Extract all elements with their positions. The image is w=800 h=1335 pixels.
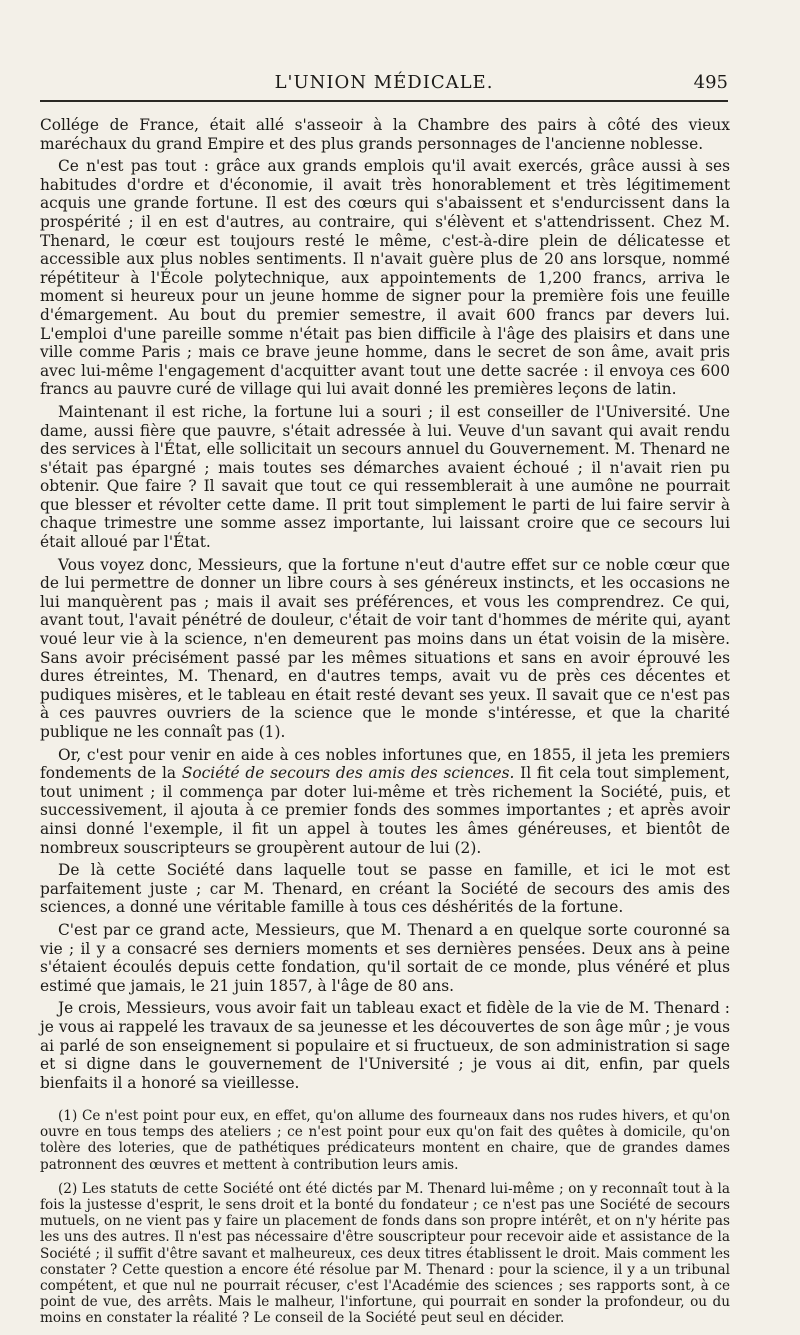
paragraph-4: Vous voyez donc, Messieurs, que la fortune n'eut d'autre effet sur ce noble cœur que de lui permettre de donner un libre cours à ses généreux instincts, et les occasions ne lui manquèrent pas ; mais il avait ses préférences, et vous les comprendrez. Ce qui, avant tout, l'avait pénétré de douleur, c'était de voir tant d'hommes de mérite qui, ayant voué leur vie à la science, n'en demeurent pas moins dans un état voisin de la misère. Sans avoir précisément passé par les mêmes situations et sans en avoir éprouvé les dures étreintes, M. Thenard, en d'autres temps, avait vu de près ces décentes et pudiques misères, et le tableau en était resté devant ses yeux. Il savait que ce n'est pas à ces pauvres ouvriers de la science que le monde s'intéresse, et que la charité publique ne les connaît pas (1).: [40, 555, 731, 741]
footnote-1: (1) Ce n'est point pour eux, en effet, qu'on allume des fourneaux dans nos rudes hivers, et qu'on ouvre en tous temps des ateliers ; ce n'est point pour eux qu'on fait des quêtes à domicile, qu'on tolère des loteries, que de pathétiques prédicateurs montent en chaire, que de grandes dames patronnent des œuvres et mettent à contribution leurs amis.: [40, 1108, 730, 1173]
paragraph-6: De là cette Société dans laquelle tout se passe en famille, et ici le mot est parfaitement juste ; car M. Thenard, en créant la Société de secours des amis des sciences, a donné une véritable famille à tous ces déshérités de la fortune.: [40, 861, 730, 917]
page-number: 495: [693, 72, 728, 93]
paragraph-5-start: Or, c'est pour venir en aide à ces nobles infortunes que, en 1855, il jeta les premiers fondements de la: [40, 745, 730, 783]
paragraph-2: Ce n'est pas tout : grâce aux grands emplois qu'il avait exercés, grâce aussi à ses habitudes d'ordre et d'économie, il avait très honorablement et très légitimement acquis une grande fortune. Il est des cœurs qui s'abaissent et s'endurcissent dans la prospérité ; il en est d'autres, au contraire, qui s'élèvent et s'attendrissent. Chez M. Thenard, le cœur est toujours resté le même, c'est-à-dire plein de délicatesse et accessible aux plus nobles sentiments. Il n'avait guère plus de 20 ans lorsque, nommé répétiteur à l'École polytechnique, aux appointements de 1,200 francs, arriva le moment si heureux pour un jeune homme de signer pour la première fois une feuille d'émargement. Au bout du premier semestre, il avait 600 francs par devers lui. L'emploi d'une pareille somme n'était pas bien difficile à l'âge des plaisirs et dans une ville comme Paris ; mais ce brave jeune homme, dans le secret de son âme, avait pris avec lui-même l'engagement d'acquitter avant tout une dette sacrée : il envoya ces 600 francs au pauvre curé de village qui lui avait donné les premières leçons de latin.: [40, 157, 730, 399]
paragraph-5: [40, 746, 730, 858]
paragraph-5-end: Il fit cela tout simplement, tout uniment ; il commença par doter lui-même et très richement la Société, puis, et successivement, il ajouta à ce premier fonds des sommes importantes ; et après avoir ainsi donné l'exemple, il fit un appel à toutes les âmes généreuses, et bientôt de nombreux souscripteurs se groupèrent autour de lui (2).: [40, 764, 730, 857]
paragraph-1: Collége de France, était allé s'asseoir à la Chambre des pairs à côté des vieux maréchaux du grand Empire et des plus grands personnages de l'ancienne noblesse.: [40, 116, 730, 153]
footnote-2: (2) Les statuts de cette Société ont été dictés par M. Thenard lui-même ; on y reconnaît tout à la fois la justesse d'esprit, le sens droit et la bonté du fondateur ; ce n'est pas une Société de secours mutuels, on ne vient pas y faire un placement de fonds dans son propre intérêt, et on n'y hérite pas les uns des autres. Il n'est pas nécessaire d'être souscripteur pour recevoir aide et assistance de la Société ; il suffit d'être savant et malheureux, ces deux titres établissent le droit. Mais comment les constater ? Cette question a encore été résolue par M. Thenard : pour la science, il y a un tribunal compétent, et que nul ne pourrait récuser, c'est l'Académie des sciences ; ses rapports sont, à ce point de vue, des arrêts. Mais le malheur, l'infortune, qui pourrait en sonder la profondeur, ou du moins en constater la réalité ? Le conseil de la Société peut seul en décider.: [40, 1180, 730, 1327]
body-text: [40, 116, 730, 1096]
page-header: [40, 72, 728, 100]
running-title: L'UNION MÉDICALE.: [274, 72, 494, 93]
paragraph-3: Maintenant il est riche, la fortune lui a souri ; il est conseiller de l'Université. Une dame, aussi fière que pauvre, s'était adressée à lui. Veuve d'un savant qui avait rendu des services à l'État, elle sollicitait un secours annuel du Gouvernement. M. Thenard ne s'était pas épargné ; mais toutes ses démarches avaient échoué ; il n'avait rien pu obtenir. Que faire ? Il savait que tout ce qui ressemblerait à une aumône ne pourrait que blesser et révolter cette dame. Il prit tout simplement le parti de lui faire servir à chaque trimestre une somme assez importante, lui laissant croire que ce secours lui était alloué par l'État.: [40, 402, 730, 552]
paragraph-7: C'est par ce grand acte, Messieurs, que M. Thenard a en quelque sorte couronné sa vie ; il y a consacré ses derniers moments et ses dernières pensées. Deux ans à peine s'étaient écoulés depuis cette fondation, qu'il sortait de ce monde, plus vénéré et plus estimé que jamais, le 21 juin 1857, à l'âge de 80 ans.: [40, 920, 730, 995]
society-name: Société de secours des amis des sciences.: [181, 764, 515, 783]
paragraph-8: Je crois, Messieurs, vous avoir fait un tableau exact et fidèle de la vie de M. Thenard : je vous ai rappelé les travaux de sa jeunesse et les découvertes de son âge mûr ; je vous ai parlé de son enseignement si populaire et si fructueux, de son administration si sage et si digne dans le gouvernement de l'Université ; je vous ai dit, enfin, par quels bienfaits il a honoré sa vieillesse.: [40, 999, 730, 1092]
footnotes: [40, 1108, 730, 1335]
header-rule: [40, 100, 728, 102]
